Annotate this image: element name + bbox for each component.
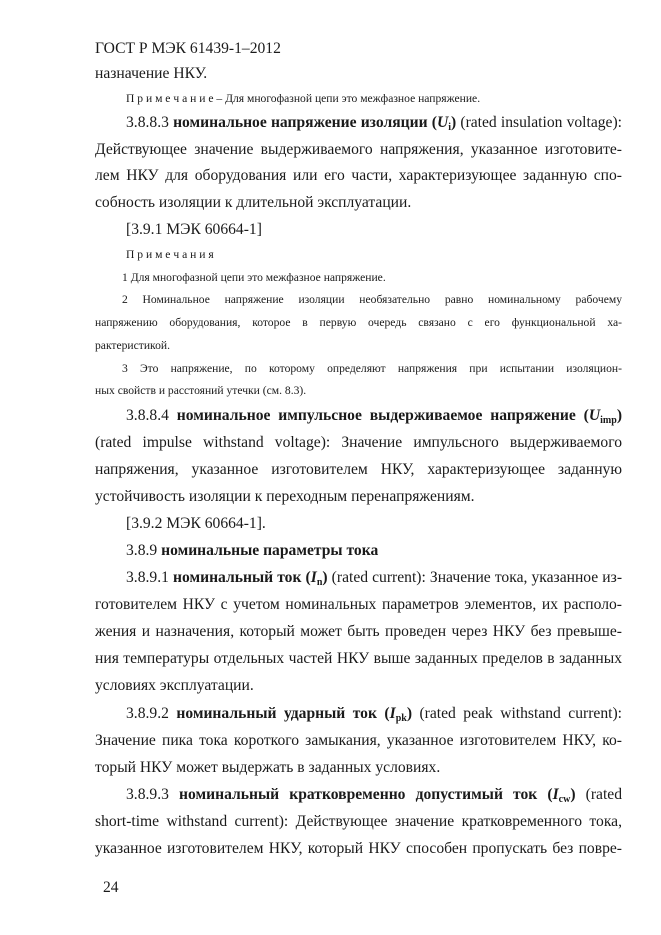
- term-number: 3.8.9.3: [126, 786, 179, 803]
- term-symbol-subscript: cw: [558, 794, 571, 805]
- text-line: short-time withstand current): Действующее значение кратковременного тока,: [95, 813, 622, 830]
- term-3-8-9-2: [126, 704, 622, 724]
- note-line: ных свойств и расстояний утечки (см. 8.3).: [95, 384, 307, 397]
- text-line: ния температуры отдельных частей НКУ выше заданных пределов в заданных: [95, 650, 622, 667]
- text-line: готовителем НКУ с учетом номинальных параметров элементов, их располо-: [95, 596, 622, 613]
- term-symbol: I: [389, 705, 396, 722]
- note-line: 3 Это напряжение, по которому определяют напряжения при испытании изоляцион-: [122, 362, 622, 375]
- term-english: (rated current): Значение тока, указанное из-: [327, 569, 623, 586]
- term-close: ): [406, 705, 413, 722]
- term-3-8-8-3: [126, 113, 622, 133]
- term-english: (rated: [575, 786, 622, 803]
- page-number: 24: [103, 879, 119, 896]
- term-symbol-subscript: n: [316, 577, 323, 588]
- text-line: указанное изготовителем НКУ, который НКУ способен пропускать без повре-: [95, 840, 622, 857]
- standard-header: ГОСТ Р МЭК 61439-1–2012: [95, 40, 281, 57]
- term-symbol: I: [552, 786, 559, 803]
- term-3-8-9-1: [126, 568, 622, 588]
- term-symbol: U: [436, 114, 449, 131]
- term-name: номинальный ток (: [172, 569, 311, 586]
- term-english: (rated insulation voltage):: [456, 114, 623, 131]
- note-line: [126, 92, 622, 106]
- term-name: номинальное импульсное выдерживаемое напряжение (: [176, 407, 589, 424]
- note-text: – Для многофазной цепи это межфазное напряжение.: [213, 92, 481, 105]
- note-line: 2 Номинальное напряжение изоляции необязательно равно номинальному рабочему: [122, 293, 622, 306]
- term-number: 3.8.9.2: [126, 705, 177, 722]
- term-symbol-subscript: i: [448, 122, 451, 133]
- term-number: 3.8.9.1: [126, 569, 173, 586]
- term-3-8-9-3: [126, 785, 622, 805]
- text-line: жения и назначения, который может быть проведен через НКУ без превыше-: [95, 623, 622, 640]
- term-name: номинальный кратковременно допустимый ток (: [179, 786, 553, 803]
- text-line: Действующее значение выдерживаемого напряжения, указанное изготовите-: [95, 141, 622, 158]
- text-line: устойчивость изоляции к переходным перенапряжениям.: [95, 488, 475, 505]
- term-3-8-8-4: [126, 406, 622, 426]
- term-symbol-subscript: pk: [395, 713, 407, 724]
- term-close: ): [570, 786, 576, 803]
- text-line: напряжения, указанное изготовителем НКУ, характеризующее заданную: [95, 461, 622, 478]
- term-name: номинальное напряжение изоляции (: [173, 114, 437, 131]
- section-number: 3.8.9: [126, 542, 162, 559]
- term-close: ): [616, 407, 623, 424]
- text-line: собность изоляции к длительной эксплуатации.: [95, 194, 412, 211]
- term-close: ): [322, 569, 328, 586]
- note-label: П р и м е ч а н и е: [126, 92, 214, 105]
- text-line: условиях эксплуатации.: [95, 677, 254, 694]
- reference-line: [3.9.1 МЭК 60664-1]: [126, 221, 262, 238]
- section-3-8-9: [126, 541, 622, 561]
- term-symbol: U: [588, 407, 601, 424]
- text-line: назначение НКУ.: [95, 65, 208, 82]
- term-english: (rated peak withstand current):: [412, 705, 622, 722]
- note-line: 1 Для многофазной цепи это межфазное напряжение.: [122, 271, 386, 284]
- text-line: (rated impulse withstand voltage): Значение импульсного выдерживаемого: [95, 434, 622, 451]
- reference-line: [3.9.2 МЭК 60664-1].: [126, 515, 266, 532]
- term-close: ): [451, 114, 457, 131]
- note-line: рактеристикой.: [95, 339, 170, 352]
- section-title: номинальные параметры тока: [161, 542, 379, 559]
- term-symbol: I: [310, 569, 317, 586]
- notes-heading: П р и м е ч а н и я: [126, 248, 214, 261]
- text-line: торый НКУ может выдержать в заданных условиях.: [95, 759, 441, 776]
- term-symbol-subscript: imp: [600, 415, 617, 426]
- term-number: 3.8.8.4: [126, 407, 177, 424]
- note-line: напряжению оборудования, которое в первую очередь связано с его функциональной ха-: [95, 316, 622, 329]
- term-name: номинальный ударный ток (: [176, 705, 390, 722]
- term-number: 3.8.8.3: [126, 114, 174, 131]
- text-line: лем НКУ для оборудования или его части, характеризующее заданную спо-: [95, 167, 622, 184]
- text-line: Значение пика тока короткого замыкания, указанное изготовителем НКУ, ко-: [95, 732, 622, 749]
